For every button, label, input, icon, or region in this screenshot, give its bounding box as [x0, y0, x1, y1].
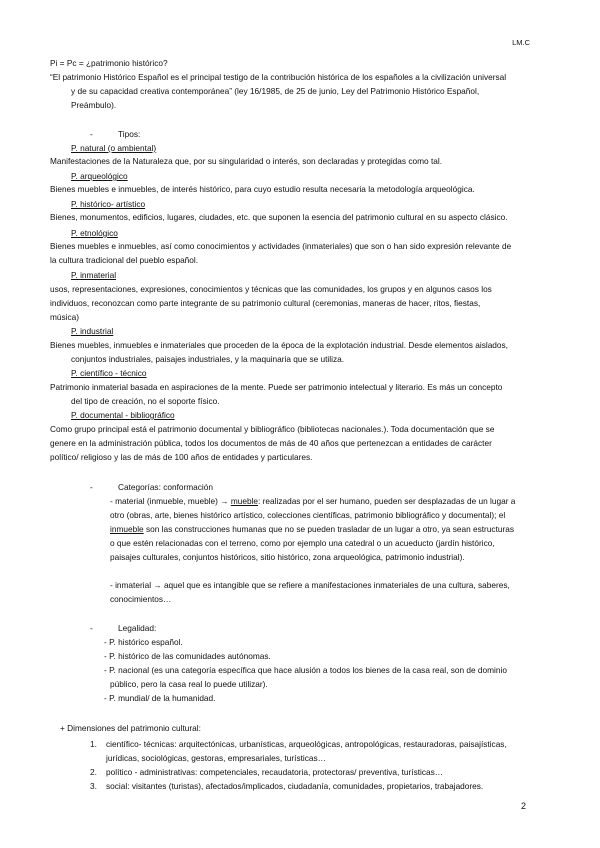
mueble-term: mueble: [230, 496, 259, 506]
dimension-item-cont: jurídicas, sociológicas, gestoras, empresariales, turísticas…: [106, 753, 326, 763]
legalidad-heading-label: Legalidad:: [118, 623, 157, 633]
bullet: -: [90, 129, 93, 139]
tipos-heading: [90, 129, 140, 139]
categoria-material-line-2: otro (obras, arte, bienes histórico artístico, colecciones científicas, patrimonio bibliográfico y documental); el: [110, 510, 506, 520]
tipo-title: P. inmaterial: [71, 270, 117, 280]
tipo-desc-line: conjuntos industriales, paisajes industriales, y la maquinaria que se utiliza.: [71, 354, 345, 364]
dimension-item: 3. social: visitantes (turistas), afectados/implicados, ciudadanía, comunidades, propietarios, trabajadores.: [90, 781, 484, 791]
intro-quote-line-3: Preámbulo).: [71, 100, 117, 110]
page-number: 2: [520, 801, 526, 811]
dimension-number: 1.: [90, 739, 97, 749]
intro-quote-line-2: y de su capacidad creativa contemporánea” (ley 16/1985, de 25 de junio, Ley del Patrimonio Histórico Español,: [71, 86, 480, 96]
bullet: -: [90, 623, 93, 633]
tipo-title: P. arqueológico: [71, 171, 128, 181]
legalidad-item: - P. histórico de las comunidades autónomas.: [104, 651, 271, 661]
tipo-title: P. científico - técnico: [71, 368, 147, 378]
inmueble-term: inmueble: [110, 524, 144, 534]
legalidad-item: - P. nacional (es una categoría específica que hace alusión a todos los bienes de la casa real, son de dominio: [104, 665, 507, 675]
categoria-inmaterial-line-2: conocimientos…: [110, 594, 172, 604]
tipo-desc-line: individuos, reconozcan como parte integrante de su patrimonio cultural (ceremonias, maneras de hacer, ritos, fiestas,: [50, 298, 481, 308]
intro-quote-line-1: “El patrimonio Histórico Español es el principal testigo de la contribución histórica de los españoles a la civilización universal: [50, 72, 507, 82]
tipo-desc-line: Bienes muebles, inmuebles e inmateriales que proceden de la época de la explotación industrial. Desde elementos aislados,: [50, 340, 508, 350]
categoria-material-line-3: inmueble son las construcciones humanas que no se pueden trasladar de un lugar a otro, ya sean estructuras: [110, 524, 515, 534]
dimension-item: 1. científico- técnicas: arquitectónicas, urbanísticas, arqueológicas, antropológicas, restauradoras, paisajísticas,: [90, 739, 507, 749]
legalidad-heading: [90, 623, 156, 633]
dimensiones-heading: + Dimensiones del patrimonio cultural:: [60, 723, 201, 733]
categoria-material-line-4: o que estén relacionadas con el terreno, como por ejemplo una catedral o un acueducto (jardín histórico,: [110, 538, 495, 548]
tipo-desc-line: Como grupo principal está el patrimonio documental y bibliográfico (bibliotecas nacionales.). Toda documentación que se: [50, 424, 495, 434]
dimension-item: 2. político - administrativas: competenciales, recaudatoria, protectoras/ preventiva, turísticas…: [90, 767, 444, 777]
tipo-desc-line: usos, representaciones, expresiones, conocimientos y técnicas que las comunidades, los grupos y en algunos casos los: [50, 284, 492, 294]
intro-formula: Pi = Pc = ¿patrimonio histórico?: [50, 58, 168, 68]
legalidad-item: - P. histórico español.: [104, 637, 183, 647]
legalidad-item: - P. mundial/ de la humanidad.: [104, 693, 216, 703]
categoria-material-line-5: paisajes culturales, conjuntos históricos, sitio histórico, zona arqueológica, patrimonio industrial).: [110, 552, 465, 562]
tipo-title: P. industrial: [71, 326, 114, 336]
bullet: -: [90, 482, 93, 492]
legalidad-item-cont: público, pero la casa real lo puede utilizar).: [110, 679, 268, 689]
categorias-heading: [90, 482, 213, 492]
categoria-inmaterial-line-1: - inmaterial → aquel que es intangible que se refiere a manifestaciones inmateriales de una cultura, saberes,: [110, 580, 510, 590]
tipo-desc-line: del tipo de creación, no el soporte físico.: [71, 396, 220, 406]
tipo-desc-line: Bienes, monumentos, edificios, lugares, ciudades, etc. que suponen la esencia del patrimonio cultural en su aspecto clásico.: [50, 212, 508, 222]
tipos-heading-label: Tipos:: [118, 129, 141, 139]
tipo-title: P. documental - bibliográfico: [71, 410, 175, 420]
tipo-desc-line: político/ religioso y las de más de 100 años de entidades y particulares.: [50, 452, 313, 462]
header-initials: LM.C: [512, 38, 530, 47]
tipo-desc-line: la cultura tradicional del pueblo español.: [50, 255, 199, 265]
tipo-desc-line: genere en la administración pública, todos los documentos de más de 40 años que pertenezcan a entidades de carácter: [50, 438, 492, 448]
tipo-title: P. etnológico: [71, 228, 118, 238]
tipo-title: P. natural (o ambiental): [71, 143, 157, 153]
tipo-desc-line: Bienes muebles e inmuebles, así como conocimientos y actividades (inmateriales) que son o han sido expresión relevante de: [50, 241, 512, 251]
tipo-desc-line: Bienes muebles e inmuebles, de interés histórico, para cuyo estudio resulta necesaria la metodología arqueológica.: [50, 184, 475, 194]
tipo-title: P. histórico- artístico: [71, 199, 146, 209]
tipo-desc-line: Manifestaciones de la Naturaleza que, por su singularidad o interés, son declaradas y protegidas como tal.: [50, 156, 443, 166]
categorias-heading-label: Categorías: conformación: [118, 482, 214, 492]
categoria-material-line-1: - material (inmueble, mueble) → mueble: realizadas por el ser humano, pueden ser desplazadas de un lugar a: [110, 496, 516, 506]
dimension-number: 2.: [90, 767, 97, 777]
tipo-desc-line: música): [50, 312, 80, 322]
tipo-desc-line: Patrimonio inmaterial basada en aspiraciones de la mente. Puede ser patrimonio intelectual y literario. Es más un concepto: [50, 382, 503, 392]
dimension-number: 3.: [90, 781, 97, 791]
